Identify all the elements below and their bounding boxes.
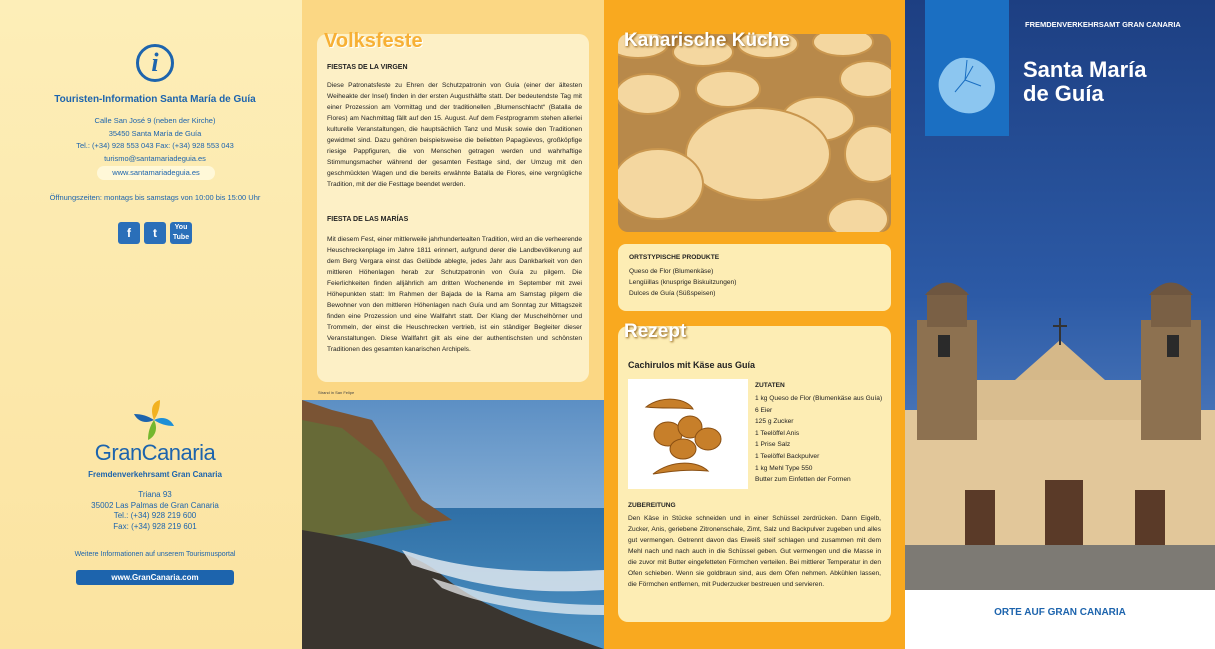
website-link[interactable]: www.santamariadeguia.es [97,166,215,180]
brand-name: GranCanaria [94,440,216,465]
cachirulos-photo [628,379,748,489]
phone-fax-line: Tel.: (+34) 928 553 043 Fax: (+34) 928 553 043 [76,141,234,150]
ingredient-item: Butter zum Einfetten der Formen [755,476,851,484]
preparation-title: ZUBEREITUNG [628,502,676,509]
social-links [118,222,192,244]
ingredient-item: 1 kg Mehl Type 550 [755,464,813,472]
fax-line: Fax: (+34) 928 219 601 [113,521,197,531]
org-label: FREMDENVERKEHRSAMT GRAN CANARIA [1025,20,1181,29]
address-line: 35002 Las Palmas de Gran Canaria [91,500,219,510]
cover-title-line: Santa María [1023,57,1147,82]
youtube-icon[interactable]: You Tube [170,222,192,244]
address-line: 35450 Santa María de Guía [108,128,202,138]
portal-link[interactable]: www.GranCanaria.com [76,570,234,585]
cover-title-line: de Guía [1023,81,1104,106]
island-map-icon [925,0,1009,136]
fiestas-virgen-title: FIESTAS DE LA VIRGEN [327,64,408,71]
twitter-icon[interactable]: t [144,222,166,244]
festivals-heading: Volksfeste [324,30,423,52]
product-item: Queso de Flor (Blumenkäse) [629,268,714,275]
email-link[interactable]: turismo@santamariadeguia.es [104,153,206,163]
more-info-text: Weitere Informationen auf unserem Tourismusportal [74,551,236,558]
tourist-info-title: Touristen-Information Santa María de Guía [54,94,256,105]
address-line: Calle San José 9 (neben der Kirche) [94,116,216,125]
island-badge [925,0,1009,136]
brand-address [0,490,310,532]
product-item: Dulces de Guía (Süßspeisen) [629,290,716,297]
products-list [629,266,879,299]
ingredients-title: ZUTATEN [755,382,785,389]
ingredient-item: 1 kg Queso de Flor (Blumenkäse aus Guía) [755,395,883,402]
ingredients-list [755,393,885,486]
photo-caption: Strand in San Felipe [318,390,355,395]
beach-photo [302,400,604,649]
ingredient-item: 1 Teelöffel Anis [755,429,800,437]
product-item: Lengüillas (knusprige Biskuitzungen) [629,279,737,286]
gran-canaria-logo-icon [130,396,178,444]
fiestas-virgen-text: Diese Patronatsfeste zu Ehren der Schutzpatronin von Guía (einer der ältesten Weiheakte der Insel) finden in der ersten Augusthälfte statt. Der bedeutendste Tag mit einer Prozession am Vormittag und der traditionellen „Blumenschlacht“ (Batalla de Flores) am Nachmittag fällt auf den 15. August. Auf dem Festprogramm stehen allerlei kulturelle Veranstaltungen, die hauptsächlich Tanz und Musik sowie den Traditionen gewidmet sind. Dazu gehören beispielsweise die beliebten Papagüevos, großköpfige riesige Pappfiguren, die von Menschen getragen werden und wahrhaftige Stimmungsmacher während der gesamten Festtage sind, der Umzug mit den geschmückten Wagen und die bereits erwähnte Batalla de Flores, eine vergnügliche Tradition, mit der die Festtage beendet werden. [327,82,582,188]
products-title: ORTSTYPISCHE PRODUKTE [629,254,720,261]
preparation-text: Den Käse in Stücke schneiden und in einer Schüssel zerdrücken. Dann Eigelb, Zucker, Anis, geriebene Zitronenschale, Zimt, Salz und Backpulver zugeben und alles gut vermengen. Getrennt davon das Eiweiß steif schlagen und zusammen mit dem Mehl nach und nach auch in die Schüssel geben. Gut vermengen und die Masse in die zuvor mit Butter eingefetteten Förmchen verteilen. Bei mittlerer Temperatur in den Ofen schieben. Wenn sie goldbraun sind, aus dem Ofen nehmen. Abkühlen lassen, die Förmchen entfernen, mit Puderzucker bestreuen und servieren. [628,515,881,588]
fiesta-marias-text: Mit diesem Fest, einer mittlerweile jahrhundertealten Tradition, wird an die verheerende Heuschreckenplage im Jahre 1811 erinnert, aufgrund derer die Landbevölkerung auf dem Berg Vergara einst das Gelübde ablegte, jedes Jahr aus Dankbarkeit von den mittleren Höhenlagen herab zur Schutzpatronin von Guía zu pilgern. Die Feierlichkeiten finden alljährlich am dritten Wochenende im September mit zwei Höhepunkten statt: Im Rahmen der Bajada de la Rama am Samstag pilgern die Bewohner von den mittleren Höhenlagen nach Guía und am Sonntag zur Mittagszeit finden eine Prozession und eine Wallfahrt statt. Der Klang der Muschelhörner und Trommeln, der einst die Heuschrecken vertrieb, ist ein ständiger Begleiter dieser Veranstaltungen. Diese Wallfahrt gilt als eine der authentischsten und schönsten Traditionen des gesamten kanarischen Archipels. [327,236,582,353]
address-line: Triana 93 [138,490,172,499]
recipe-title: Cachirulos mit Käse aus Guía [628,360,756,370]
cover-panel [905,0,1215,649]
fiesta-marias-title: FIESTA DE LAS MARÍAS [327,216,409,223]
recipe-heading: Rezept [624,321,687,342]
cuisine-heading: Kanarische Küche [624,30,790,51]
ingredient-item: 1 Prise Salz [755,441,791,449]
ingredient-item: 1 Teelöffel Backpulver [755,452,820,460]
tourist-info-address [0,115,310,165]
cover-title [1023,58,1147,106]
cheese-photo [618,34,891,232]
info-icon: i [136,44,174,82]
cuisine-panel [604,0,905,649]
series-label: ORTE AUF GRAN CANARIA [994,607,1126,618]
opening-hours: Öffnungszeiten: montags bis samstags von 10:00 bis 15:00 Uhr [49,193,261,202]
facebook-icon[interactable]: f [118,222,140,244]
phone-line: Tel.: (+34) 928 219 600 [113,511,197,520]
ingredient-item: 6 Eier [755,406,773,414]
ingredient-item: 125 g Zucker [755,418,794,426]
festivals-panel [302,0,604,649]
brand-subtitle: Fremdenverkehrsamt Gran Canaria [88,470,222,479]
info-panel [0,0,302,649]
